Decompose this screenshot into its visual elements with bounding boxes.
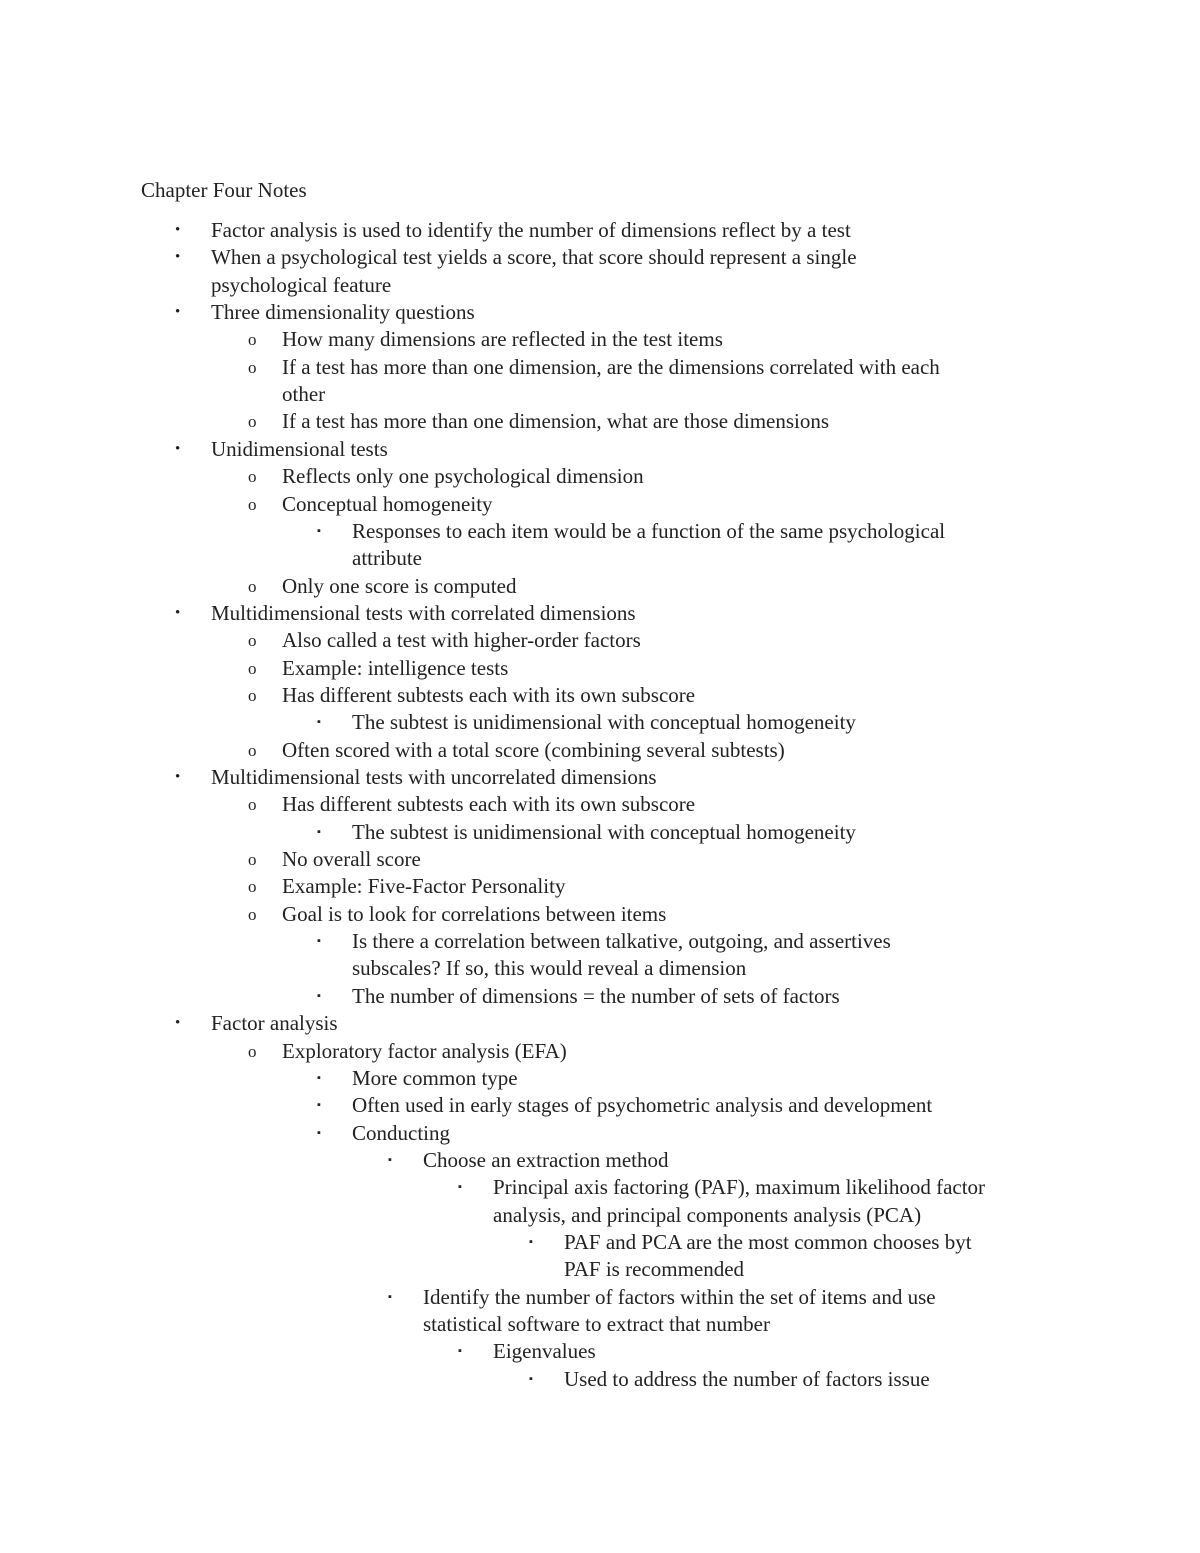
bullet-marker: • [175, 604, 181, 621]
list-item-text: Multidimensional tests with correlated dimensions [211, 600, 636, 625]
list-item [458, 1338, 1060, 1365]
bullet-marker: ▪ [458, 1181, 462, 1194]
bullet-marker: o [248, 685, 257, 705]
bullet-marker: o [248, 795, 257, 815]
bullet-marker: ▪ [388, 1290, 392, 1303]
list-item [248, 791, 1060, 818]
list-item-text: If a test has more than one dimension, are the dimensions correlated with each [282, 354, 940, 379]
list-item-text: Only one score is computed [282, 573, 517, 598]
list-item-text: Responses to each item would be a function of the same psychological [352, 518, 946, 543]
list-item [175, 600, 1060, 627]
list-item [175, 436, 1060, 463]
list-item-text: Reflects only one psychological dimension [282, 464, 644, 489]
bullet-marker: ▪ [317, 825, 321, 838]
list-item-text: Multidimensional tests with uncorrelated dimensions [211, 765, 657, 789]
list-item-text: Often scored with a total score (combining several subtests) [282, 737, 785, 762]
list-item-text: Often used in early stages of psychometric analysis and development [352, 1093, 933, 1118]
list-item-text: Three dimensionality questions [211, 300, 475, 325]
list-item [317, 819, 1060, 846]
list-item [317, 1120, 1060, 1147]
list-item [388, 1284, 1060, 1339]
bullet-marker: ▪ [317, 716, 321, 729]
bullet-marker: ▪ [458, 1345, 462, 1358]
list-item-text: Conducting [352, 1120, 450, 1145]
list-item [248, 873, 1060, 900]
list-item [175, 1010, 1060, 1037]
bullet-marker: o [248, 877, 257, 897]
list-item-text: other [282, 382, 326, 407]
bullet-marker: o [248, 1041, 257, 1061]
bullet-marker: • [175, 304, 181, 321]
list-item [248, 737, 1060, 764]
bullet-marker: o [248, 850, 257, 870]
bullet-marker: • [175, 1015, 181, 1032]
list-item-text: Conceptual homogeneity [282, 491, 493, 516]
bullet-marker: o [248, 576, 257, 596]
bullet-marker: • [175, 249, 181, 266]
list-item-text: Factor analysis is used to identify the number of dimensions reflect by a test [211, 218, 851, 242]
list-item [317, 1065, 1060, 1092]
list-item-text: Example: intelligence tests [282, 655, 509, 680]
bullet-marker: o [248, 330, 257, 350]
list-item-text: Exploratory factor analysis (EFA) [282, 1038, 567, 1063]
list-item-text: Is there a correlation between talkative, outgoing, and assertives [352, 929, 891, 954]
bullet-marker: • [175, 222, 181, 238]
list-item [317, 983, 1060, 1010]
list-item-text: Choose an extraction method [423, 1147, 669, 1172]
list-item-text: Principal axis factoring (PAF), maximum likelihood factor [493, 1175, 986, 1200]
list-item [175, 299, 1060, 326]
list-item-text: When a psychological test yields a score, that score should represent a single [211, 245, 857, 270]
list-item [248, 326, 1060, 353]
list-item-text: Identify the number of factors within the set of items and use [423, 1284, 936, 1309]
bullet-marker: o [248, 904, 257, 924]
list-item [175, 217, 1060, 244]
list-item-text: subscales? If so, this would reveal a dimension [352, 956, 747, 981]
list-item-text: Eigenvalues [493, 1339, 596, 1364]
list-item [388, 1147, 1060, 1174]
list-item-text: The subtest is unidimensional with conceptual homogeneity [352, 819, 856, 844]
bullet-marker: o [248, 412, 257, 432]
list-item-text: Has different subtests each with its own subscore [282, 682, 696, 707]
bullet-marker: • [175, 769, 181, 785]
list-item [248, 491, 1060, 518]
bullet-marker: o [248, 467, 257, 487]
list-item [248, 463, 1060, 490]
bullet-marker: o [248, 494, 257, 514]
list-item-text: More common type [352, 1065, 518, 1090]
list-item-text: PAF is recommended [564, 1257, 745, 1282]
bullet-marker: o [248, 357, 257, 377]
list-item-text: Has different subtests each with its own subscore [282, 792, 696, 817]
list-item [248, 408, 1060, 435]
list-item [248, 573, 1060, 600]
list-item-text: Used to address the number of factors issue [564, 1366, 930, 1391]
list-item-text: No overall score [282, 847, 421, 872]
list-item [175, 244, 1060, 299]
bullet-marker: o [248, 658, 257, 678]
list-item [317, 518, 1060, 573]
list-item-text: If a test has more than one dimension, what are those dimensions [282, 409, 830, 434]
list-item [317, 1092, 1060, 1119]
list-item-text: Goal is to look for correlations between items [282, 901, 667, 926]
bullet-marker: • [175, 440, 181, 457]
list-item-text: psychological feature [211, 272, 392, 297]
list-item [317, 709, 1060, 736]
list-item-text: Example: Five-Factor Personality [282, 874, 566, 899]
list-item [529, 1229, 1060, 1284]
list-item-text: analysis, and principal components analysis (PCA) [493, 1202, 922, 1227]
list-item-text: The number of dimensions = the number of sets of factors [352, 983, 840, 1008]
list-item [529, 1366, 1060, 1393]
list-item [248, 901, 1060, 928]
list-item-text: Factor analysis [211, 1011, 338, 1036]
list-item-text: Also called a test with higher-order factors [282, 628, 641, 653]
list-item [248, 627, 1060, 654]
bullet-marker: ▪ [388, 1153, 392, 1166]
bullet-marker: ▪ [317, 524, 321, 537]
bullet-marker: o [248, 631, 257, 651]
list-item [458, 1174, 1060, 1229]
list-item-text: The subtest is unidimensional with conceptual homogeneity [352, 710, 856, 735]
list-item [248, 1038, 1060, 1065]
bullet-marker: ▪ [317, 935, 321, 948]
bullet-marker: ▪ [317, 989, 321, 1002]
list-item [317, 928, 1060, 983]
list-item-text: PAF and PCA are the most common chooses byt [564, 1229, 972, 1254]
list-item [248, 846, 1060, 873]
document-title: Chapter Four Notes [141, 178, 307, 202]
bullet-marker: ▪ [529, 1372, 533, 1385]
bullet-marker: ▪ [529, 1235, 533, 1248]
list-item-text: statistical software to extract that number [423, 1311, 770, 1336]
bullet-marker: o [248, 740, 257, 760]
list-item-text: Unidimensional tests [211, 436, 388, 461]
list-item [248, 354, 1060, 409]
bullet-marker: ▪ [317, 1126, 321, 1139]
bullet-marker: ▪ [317, 1071, 321, 1084]
list-item-text: How many dimensions are reflected in the test items [282, 327, 723, 352]
list-item [248, 655, 1060, 682]
list-item [175, 764, 1060, 791]
list-item [248, 682, 1060, 709]
bullet-marker: ▪ [317, 1099, 321, 1112]
list-item-text: attribute [352, 546, 422, 571]
